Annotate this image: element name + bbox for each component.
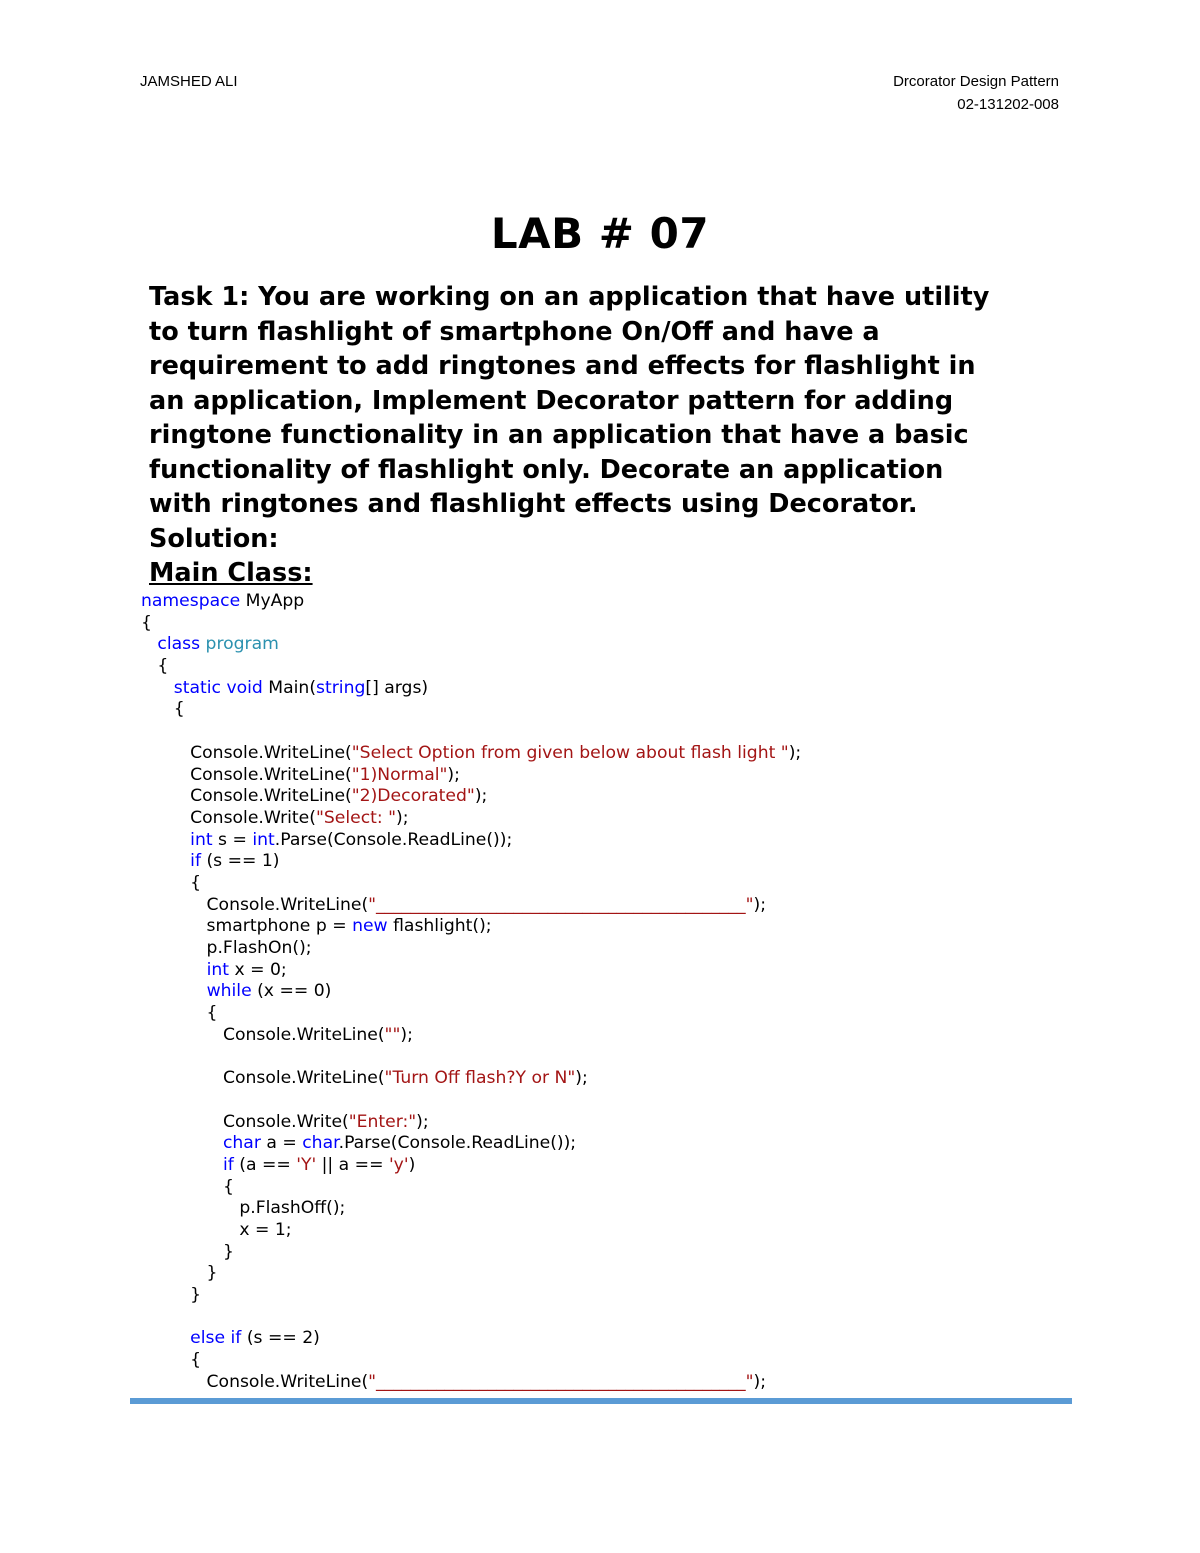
code-token: smartphone p = xyxy=(141,916,353,937)
code-token: if xyxy=(190,851,201,872)
code-line xyxy=(141,1133,801,1155)
code-token: p.FlashOn(); xyxy=(141,938,312,958)
code-token: x = 0; xyxy=(228,959,287,980)
code-line xyxy=(141,808,801,830)
code-listing xyxy=(141,591,801,1393)
code-token: } xyxy=(141,1285,202,1305)
code-token: (s == 2) xyxy=(241,1328,320,1349)
code-line xyxy=(141,1307,801,1329)
code-token: } xyxy=(141,1263,218,1284)
code-token: "Enter:" xyxy=(348,1111,417,1132)
code-token: Console.Write( xyxy=(141,1111,349,1132)
code-line xyxy=(141,1263,801,1285)
main-class-heading: Main Class: xyxy=(149,558,313,588)
code-token: { xyxy=(141,612,152,633)
code-line xyxy=(141,765,801,787)
code-line xyxy=(141,1003,801,1025)
task-line: to turn flashlight of smartphone On/Off and have a xyxy=(149,316,880,347)
code-token: { xyxy=(141,699,185,720)
code-token xyxy=(141,1328,190,1348)
code-line xyxy=(141,851,801,873)
code-token xyxy=(141,678,174,698)
code-token: { xyxy=(141,1003,218,1024)
code-line xyxy=(141,1328,801,1350)
code-token xyxy=(141,960,207,980)
code-token: namespace xyxy=(141,591,241,611)
code-token: if xyxy=(230,1328,242,1349)
code-token: { xyxy=(141,656,169,677)
code-token: (x == 0) xyxy=(251,981,332,1002)
code-token xyxy=(141,1155,223,1175)
code-line xyxy=(141,1068,801,1090)
code-token: 'Y' xyxy=(296,1154,317,1175)
code-token: s = xyxy=(212,829,253,850)
task-line: functionality of flashlight only. Decorate an application xyxy=(149,454,944,485)
code-token: Main( xyxy=(262,677,317,698)
code-token: "2)Decorated" xyxy=(351,786,475,807)
code-token: x = 1; xyxy=(141,1219,292,1240)
lab-title: LAB # 07 xyxy=(490,209,710,258)
code-token: flashlight(); xyxy=(387,916,492,937)
code-token: (a == xyxy=(233,1154,297,1175)
code-token: ); xyxy=(788,742,802,763)
code-token: Console.WriteLine( xyxy=(141,894,369,915)
task-description xyxy=(149,280,1069,591)
footer-divider xyxy=(130,1398,1072,1404)
code-token: { xyxy=(141,872,202,893)
code-token: "1)Normal" xyxy=(351,764,448,785)
code-token: "___________________________________________" xyxy=(368,1371,754,1392)
code-token: { xyxy=(141,1350,202,1371)
code-token: int xyxy=(206,959,229,980)
task-line: an application, Implement Decorator pattern for adding xyxy=(149,385,954,416)
task-line: Task 1: You are working on an application that have utility xyxy=(149,282,990,312)
code-line xyxy=(141,1025,801,1047)
code-token: [] args) xyxy=(365,677,429,698)
code-token: void xyxy=(226,677,263,698)
code-line xyxy=(141,873,801,895)
code-token: ) xyxy=(408,1154,416,1175)
code-token: string xyxy=(316,677,366,698)
code-token: Console.WriteLine( xyxy=(141,764,352,785)
code-token xyxy=(141,830,190,850)
code-token: .Parse(Console.ReadLine()); xyxy=(274,829,513,850)
code-token: Console.Write( xyxy=(141,807,316,828)
code-token: ); xyxy=(396,807,409,828)
code-line xyxy=(141,743,801,765)
code-line xyxy=(141,1285,801,1307)
code-token: while xyxy=(206,981,252,1002)
code-line xyxy=(141,1090,801,1112)
code-token: ); xyxy=(474,786,488,807)
code-line xyxy=(141,1177,801,1199)
code-line xyxy=(141,1242,801,1264)
code-token xyxy=(141,851,190,871)
code-line xyxy=(141,699,801,721)
code-line xyxy=(141,678,801,700)
code-token: ); xyxy=(447,764,460,785)
code-token: class xyxy=(157,634,201,655)
header-document-title: Drcorator Design Pattern xyxy=(893,73,1059,90)
code-token: Console.WriteLine( xyxy=(141,1068,385,1089)
code-line xyxy=(141,613,801,635)
code-token: Console.WriteLine( xyxy=(141,742,352,763)
code-token: ); xyxy=(753,894,766,915)
code-token: else xyxy=(190,1328,226,1349)
code-token: "Turn Off flash?Y or N" xyxy=(384,1068,576,1089)
code-token: if xyxy=(222,1154,234,1175)
code-line xyxy=(141,1046,801,1068)
code-token: char xyxy=(222,1133,261,1154)
code-line xyxy=(141,1220,801,1242)
code-token: int xyxy=(252,829,275,850)
code-token: Console.WriteLine( xyxy=(141,1371,369,1392)
code-line xyxy=(141,830,801,852)
code-token: int xyxy=(190,829,213,850)
code-token: MyApp xyxy=(240,591,305,611)
code-line xyxy=(141,591,801,613)
code-line xyxy=(141,1112,801,1134)
code-line xyxy=(141,981,801,1003)
code-token: ); xyxy=(400,1024,413,1045)
code-line xyxy=(141,656,801,678)
code-token: ); xyxy=(753,1371,766,1392)
task-line: with ringtones and flashlight effects using Decorator. xyxy=(149,489,918,519)
code-line xyxy=(141,938,801,960)
code-token: "___________________________________________" xyxy=(368,894,754,915)
code-token: } xyxy=(141,1241,234,1262)
header-student-id: 02-131202-008 xyxy=(957,96,1059,113)
code-token: static xyxy=(173,677,221,698)
task-line: ringtone functionality in an application that have a basic xyxy=(149,420,969,450)
code-token: ); xyxy=(416,1111,429,1132)
code-token: (s == 1) xyxy=(201,851,280,872)
header-author: JAMSHED ALI xyxy=(140,73,238,90)
code-line xyxy=(141,1155,801,1177)
code-token: new xyxy=(352,916,388,937)
code-token: Console.WriteLine( xyxy=(141,1024,385,1045)
code-token: "" xyxy=(384,1024,401,1045)
code-token: p.FlashOff(); xyxy=(141,1198,346,1219)
code-token: ); xyxy=(575,1068,588,1089)
code-token: char xyxy=(302,1133,339,1154)
code-token: program xyxy=(205,634,279,655)
code-token: Console.WriteLine( xyxy=(141,786,352,807)
code-line xyxy=(141,786,801,808)
code-token: || a == xyxy=(316,1154,389,1175)
code-token: "Select Option from given below about flash light " xyxy=(351,742,789,763)
task-line: requirement to add ringtones and effects for flashlight in xyxy=(149,351,976,381)
code-token: a = xyxy=(260,1133,303,1154)
code-line xyxy=(141,634,801,656)
code-token: 'y' xyxy=(388,1154,409,1175)
code-token: { xyxy=(141,1176,234,1197)
code-line xyxy=(141,895,801,917)
code-token: .Parse(Console.ReadLine()); xyxy=(338,1133,577,1154)
code-token: "Select: " xyxy=(315,807,397,828)
code-line xyxy=(141,916,801,938)
code-token xyxy=(141,1133,223,1153)
code-line xyxy=(141,1372,801,1394)
code-line xyxy=(141,1198,801,1220)
code-line xyxy=(141,960,801,982)
code-line xyxy=(141,721,801,743)
code-token xyxy=(141,981,207,1001)
code-token xyxy=(141,634,157,654)
code-line xyxy=(141,1350,801,1372)
solution-label: Solution: xyxy=(149,523,279,554)
